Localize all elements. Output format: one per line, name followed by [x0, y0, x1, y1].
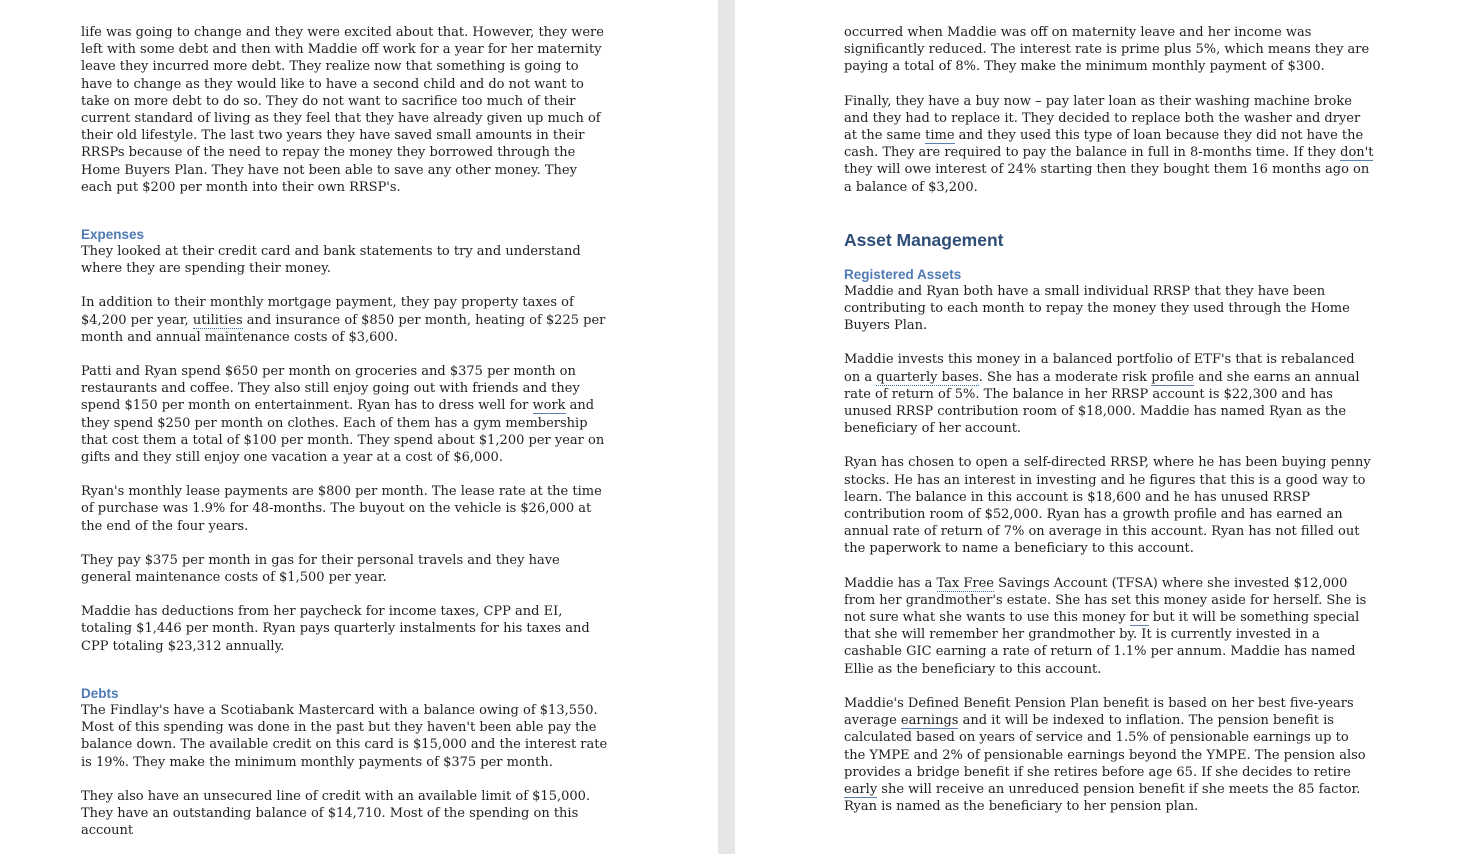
registered-paragraph-3: Ryan has chosen to open a self-directed RRSP, where he has been buying penny stocks. He has an interest in investing and he figures that this is a good way to learn. The balance in this account is $18,600 and he has unused RRSP contribution room of $52,000. Ryan has a growth profile and has earned an annual rate of return of 7% on average in this account. Ryan has not filled out the paperwork to name a beneficiary to this account.: [844, 455, 1371, 557]
registered-assets-heading: Registered Assets: [844, 266, 962, 282]
pension-paragraph: [844, 695, 1374, 815]
spellcheck-word-utilities[interactable]: utilities: [192, 312, 243, 328]
page-gap: [718, 0, 735, 854]
spellcheck-word-tax-free[interactable]: Tax Free: [936, 575, 994, 591]
text-run: In addition to their monthly mortgage payment, they pay property taxes of $4,200 per year,: [81, 295, 574, 328]
text-run: Maddie invests this money in a balanced portfolio of ETF's that is rebalanced on a: [844, 352, 1355, 385]
registered-paragraph-2: [844, 351, 1374, 437]
text-run: she will receive an unreduced pension benefit if she meets the 85 factor. Ryan is named as the beneficiary to her pension plan.: [844, 781, 1361, 815]
grammar-word-early[interactable]: early: [844, 781, 878, 797]
text-run: and they spend $250 per month on clothes. Each of them has a gym membership that cost them a total of $100 per month. They spend about $1,200 per year on gifts and they still enjoy one vacation a year at a cost of $6,000.: [81, 398, 605, 466]
continued-paragraph: occurred when Maddie was off on maternity leave and her income was significantly reduced. The interest rate is prime plus 5%, which means they are paying a total of 8%. They make the minimum monthly payment of $300.: [844, 25, 1370, 75]
expenses-paragraph-6: Maddie has deductions from her paycheck for income taxes, CPP and EI, totaling $1,446 per month. Ryan pays quarterly instalments for his taxes and CPP totaling $23,312 annually.: [81, 604, 590, 654]
grammar-word-time[interactable]: time: [925, 128, 955, 144]
expenses-paragraph-4: Ryan's monthly lease payments are $800 per month. The lease rate at the time of purchase was 1.9% for 48-months. The buyout on the vehicle is $26,000 at the end of the four years.: [81, 484, 602, 534]
expenses-paragraph-3: [81, 363, 611, 466]
page-content: [844, 24, 1374, 815]
text-run: they will owe interest of 24% starting then they bought them 16 months ago on a balance of $3,200.: [844, 162, 1370, 195]
debts-paragraph-2: They also have an unsecured line of credit with an available limit of $15,000. They have an outstanding balance of $14,710. Most of the spending on this account: [81, 788, 591, 839]
grammar-word-dont[interactable]: don't: [1340, 145, 1374, 161]
grammar-word-for[interactable]: for: [1129, 610, 1149, 626]
document-page-right: [735, 0, 1482, 854]
grammar-word-profile[interactable]: profile: [1151, 369, 1195, 385]
text-run: and they used this type of loan because they did not have the cash. They are required to pay the balance in full in 8-months time. If they: [844, 128, 1364, 161]
text-run: but it will be something special that she will remember her grandmother by. It is currently invested in a cashable GIC earning a rate of return of 1.1% per annum. Maddie has named Ellie as the beneficiary to this account.: [844, 610, 1360, 677]
debts-heading: Debts: [81, 685, 119, 701]
grammar-word-work[interactable]: work: [532, 398, 566, 414]
tfsa-paragraph: [844, 575, 1374, 678]
text-run: Finally, they have a buy now – pay later loan as their washing machine broke and they had to replace it. They decided to replace both the washer and dryer at the same: [844, 93, 1361, 144]
text-run: Patti and Ryan spend $650 per month on groceries and $375 per month on restaurants and coffee. They also still enjoy going out with friends and they spend $150 per month on entertainment. Ryan has to dress well for: [81, 364, 580, 414]
text-run: and insurance of $850 per month, heating of $225 per month and annual maintenance costs of $3,600.: [81, 312, 606, 345]
expenses-heading: Expenses: [81, 227, 145, 243]
spellcheck-word-quarterly-bases[interactable]: quarterly bases: [876, 369, 979, 385]
registered-paragraph-1: Maddie and Ryan both have a small individual RRSP that they have been contributing to each month to repay the money they used through the Home Buyers Plan.: [844, 283, 1350, 334]
document-page-left: [0, 0, 718, 854]
grammar-word-earnings[interactable]: earnings: [900, 713, 959, 729]
text-run: Maddie's Defined Benefit Pension Plan benefit is based on her best five-years average: [844, 695, 1354, 729]
asset-management-heading: Asset Management: [844, 229, 1004, 250]
intro-paragraph: life was going to change and they were excited about that. However, they were left with some debt and then with Maddie off work for a year for her maternity leave they incurred more debt. They realize now that something is going to have to change as they would like to have a second child and do not want to take on more debt to do so. They do not want to sacrifice too much of their current standard of living as they feel that they have already given up much of their old lifestyle. The last two years they have saved small amounts in their RRSPs because of the need to repay the money they borrowed through the Home Buyers Plan. They have not been able to save any other money. They each put $200 per month into their own RRSP's.: [81, 25, 604, 195]
expenses-paragraph-1: They looked at their credit card and bank statements to try and understand where they are spending their money.: [81, 244, 581, 277]
bnpl-paragraph: [844, 93, 1374, 196]
expenses-paragraph-2: [81, 294, 611, 346]
text-run: and she earns an annual rate of return of 5%. The balance in her RRSP account is $22,300 and has unused RRSP contribution room of $18,000. Maddie has named Ryan as the beneficiary of her account.: [844, 369, 1360, 437]
text-run: . She has a moderate risk: [978, 369, 1152, 385]
text-run: Savings Account (TFSA) where she invested $12,000 from her grandmother's estate. She has set this money aside for herself. She is not sure what she wants to use this money: [844, 575, 1367, 626]
expenses-paragraph-5: They pay $375 per month in gas for their personal travels and they have general maintenance costs of $1,500 per year.: [81, 552, 560, 586]
debts-paragraph-1: The Findlay's have a Scotiabank Mastercard with a balance owing of $13,550. Most of this spending was done in the past but they haven't been able pay the balance down. The available credit on this card is $15,000 and the interest rate is 19%. They make the minimum monthly payments of $375 per month.: [81, 702, 608, 770]
page-content: [81, 24, 611, 839]
text-run: Maddie has a: [844, 575, 937, 591]
text-run: and it will be indexed to inflation. The pension benefit is calculated based on years of service and 1.5% of pensionable earnings up to the YMPE and 2% of pensionable earnings beyond the YMPE. The pension also provides a bridge benefit if she retires before age 65. If she decides to retire: [844, 713, 1366, 780]
